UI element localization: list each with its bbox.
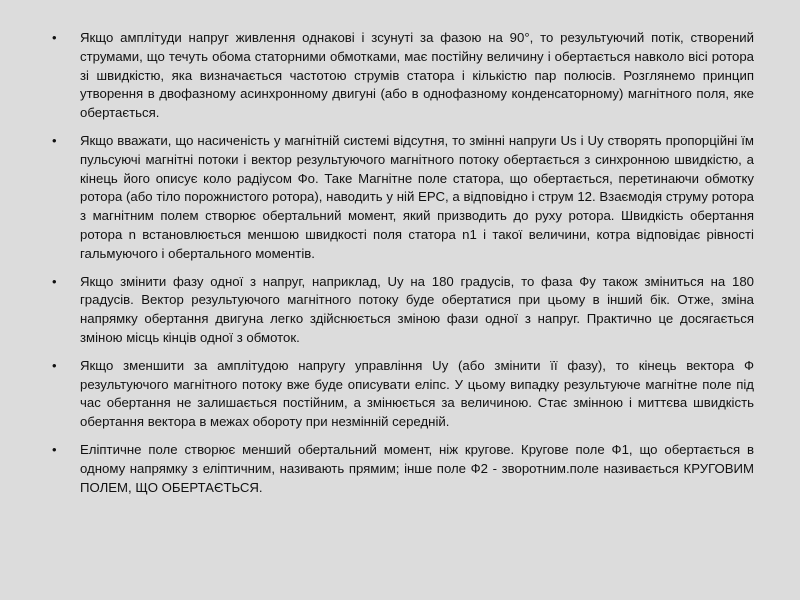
list-item — [52, 29, 754, 123]
paragraph-text: Якщо амплітуди напруг живлення однакові і зсунуті за фазою на 90°, то результуючий потік, створений струмами, що течуть обома статорними обмотками, має постійну величину і обертається навколо вісі ротора зі швидкістю, яка визначається частотою струмів статора і кількістю пар полюсів. Розглянемо принцип утворення в двофазному асинхронному двигуні (або в однофазному конденсаторному) магнітного поля, яке обертається. — [80, 30, 754, 121]
list-item — [52, 273, 754, 348]
list-item — [52, 132, 754, 264]
paragraph-text: Якщо вважати, що насиченість у магнітній системі відсутня, то змінні напруги Us і Uy створять пропорційні їм пульсуючі магнітні потоки і вектор результуючого магнітного потоку обертається з синхронною швидкістю, а кінець його описує коло радіусом Фо. Таке Магнітне поле статора, що обертається, перетинаючи обмотку ротора (або тіло порожнистого ротора), наводить у ній ЕРС, а відповідно і струм 12. Взаємодія струму ротора з магнітним полем створює обертальний момент, який призводить до руху ротора. Швидкість обертання ротора n встановлюється меншою швидкості поля статора n1 і такої величини, котра відповідає рівності гальмуючого і обертального моментів. — [80, 132, 754, 261]
bullet-icon: • — [52, 30, 57, 45]
list-item — [52, 357, 754, 432]
paragraph-text: Якщо змінити фазу одної з напруг, наприклад, Uy на 180 градусів, то фаза Фу також зміниться на 180 градусів. Вектор результуючого магнітного потоку буде обертатися при цьому в інший бік. Отже, зміна напрямку обертання двигуна легко здійснюється зміною фази одної з напруг. Практично це досягається зміною місць кінців одної з обмоток. — [80, 273, 754, 345]
bullet-icon: • — [52, 132, 57, 148]
paragraph-text: Еліптичне поле створює менший обертальний момент, ніж кругове. Кругове поле Ф1, що обертається в одному напрямку з еліптичним, називають прямим; інше поле Ф2 - зворотним.поле називається КРУГОВИМ ПОЛЕМ, ЩО ОБЕРТАЄТЬСЯ. — [80, 441, 754, 495]
bullet-icon: • — [52, 273, 57, 289]
bullet-icon: • — [52, 441, 57, 457]
paragraph-text: Якщо зменшити за амплітудою напругу управління Uy (або змінити її фазу), то кінець вектора Ф результуючого магнітного потоку вже буде описувати еліпс. У цьому випадку результуюче магнітне поле під час обертання не залишається постійним, а змінюється за величиною. Стає змінною і миттєва швидкість обертання вектора в межах обороту при незмінній середній. — [80, 357, 754, 430]
bullet-list — [52, 29, 754, 506]
list-item — [52, 441, 754, 497]
bullet-icon: • — [52, 357, 57, 373]
